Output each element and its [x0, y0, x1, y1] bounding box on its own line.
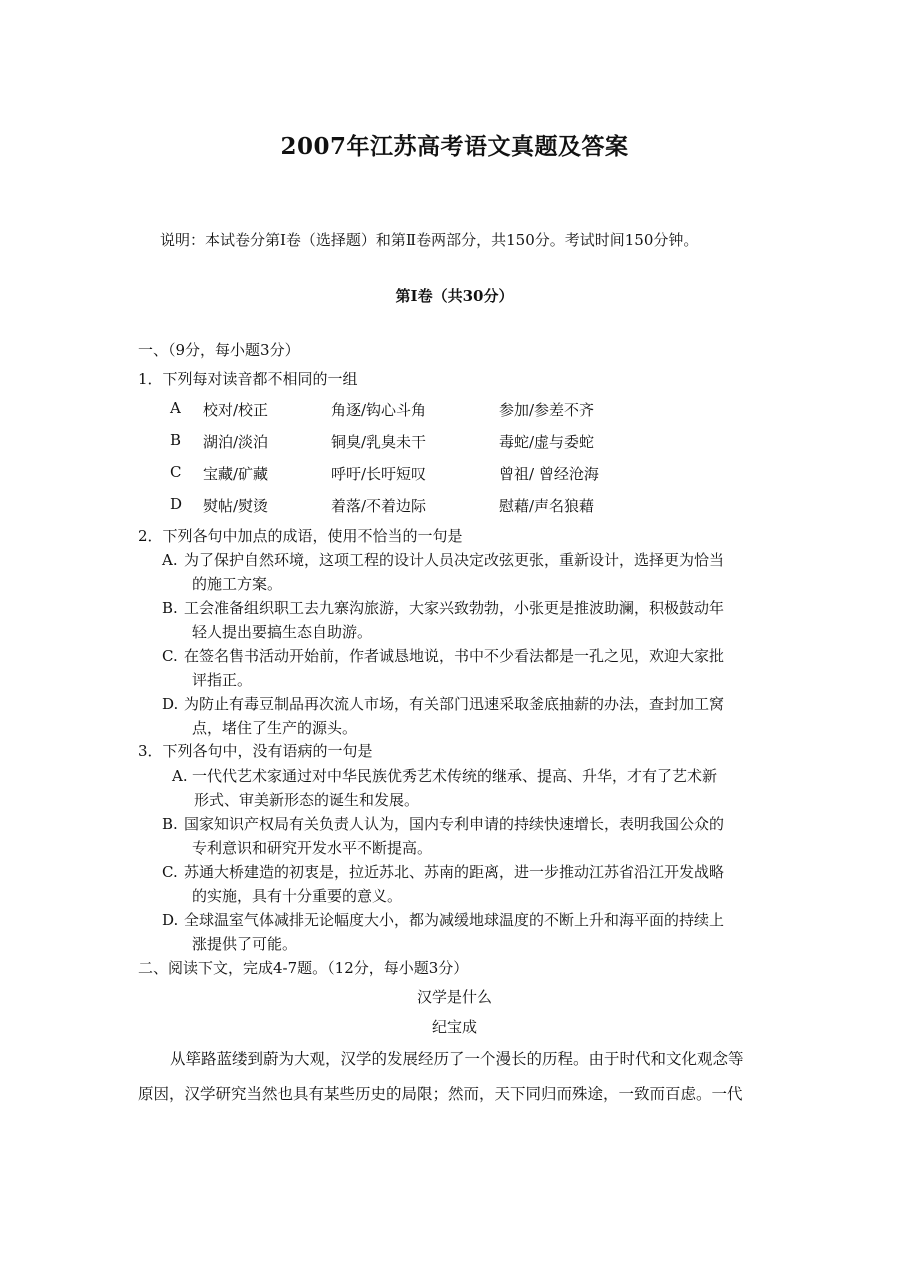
option-pair-1: 校对/校正 [203, 401, 269, 419]
choice-label: A. [172, 767, 188, 785]
option-pair-1: 熨帖/熨烫 [203, 497, 269, 515]
option-pair-1: 宝藏/矿藏 [203, 465, 269, 483]
choice-text: 为防止有毒豆制品再次流人市场，有关部门迅速采取釜底抽薪的办法，查封加工窝 [184, 695, 725, 713]
option-pair-2: 角逐/钩心斗角 [331, 401, 427, 419]
choice-label: D. [162, 695, 179, 713]
option-pair-3: 曾祖/ 曾经沧海 [499, 465, 599, 483]
choice-text: 在签名售书活动开始前，作者诚恳地说，书中不少看法都是一孔之见，欢迎大家批 [184, 647, 725, 665]
choice-text: 全球温室气体减排无论幅度大小，都为减缓地球温度的不断上升和海平面的持续上 [184, 911, 725, 929]
option-pair-2: 铜臭/乳臭未干 [331, 433, 427, 451]
section1-heading: 一、（9分，每小题3分） [138, 341, 300, 359]
choice-text: 工会准备组织职工去九寨沟旅游，大家兴致勃勃，小张更是推波助澜，积极鼓动年 [184, 599, 725, 617]
choice-text-cont: 评指正。 [192, 671, 253, 689]
choice-text: 一代代艺术家通过对中华民族优秀艺术传统的继承、提高、升华，才有了艺术新 [192, 767, 718, 785]
paragraph-line-2: 原因，汉学研究当然也具有某些历史的局限；然而，天下同归而殊途，一致而百虑。一代 [138, 1085, 743, 1103]
option-pair-2: 着落/不着边际 [331, 497, 427, 515]
part1-title: 第Ⅰ卷（共30分） [395, 287, 514, 305]
section2-heading: 二、阅读下文，完成4-7题。（12分，每小题3分） [138, 959, 469, 977]
choice-label: B. [162, 815, 178, 833]
option-pair-3: 毒蛇/虚与委蛇 [499, 433, 595, 451]
option-letter: A [170, 399, 181, 417]
option-pair-1: 湖泊/淡泊 [203, 433, 269, 451]
choice-text: 苏通大桥建造的初衷是，拉近苏北、苏南的距离，进一步推动江苏省沿江开发战略 [184, 863, 725, 881]
option-pair-2: 呼吁/长吁短叹 [331, 465, 427, 483]
article-title: 汉学是什么 [416, 988, 492, 1006]
option-letter: D [170, 495, 183, 513]
document-title: 2007年江苏高考语文真题及答案 [280, 133, 629, 160]
option-pair-3: 慰藉/声名狼藉 [499, 497, 595, 515]
q2-stem: 2．下列各句中加点的成语，使用不恰当的一句是 [138, 527, 463, 545]
choice-text-cont: 形式、审美新形态的诞生和发展。 [194, 791, 420, 809]
choice-text-cont: 专利意识和研究开发水平不断提高。 [192, 839, 433, 857]
choice-label: C. [162, 647, 178, 665]
option-letter: C [170, 463, 182, 481]
choice-text-cont: 涨提供了可能。 [192, 935, 298, 953]
choice-text: 为了保护自然环境，这项工程的设计人员决定改弦更张，重新设计，选择更为恰当 [184, 551, 725, 569]
choice-text: 国家知识产权局有关负责人认为，国内专利申请的持续快速增长，表明我国公众的 [184, 815, 725, 833]
paragraph-line-1: 从筚路蓝缕到蔚为大观，汉学的发展经历了一个漫长的历程。由于时代和文化观念等 [170, 1050, 744, 1068]
choice-text-cont: 的施工方案。 [192, 575, 283, 593]
choice-label: C. [162, 863, 178, 881]
exam-note: 说明：本试卷分第Ⅰ卷（选择题）和第Ⅱ卷两部分，共150分。考试时间150分钟。 [160, 231, 699, 249]
choice-label: A. [162, 551, 178, 569]
choice-text-cont: 轻人提出要搞生态自助游。 [192, 623, 373, 641]
option-letter: B [170, 431, 182, 449]
choice-label: D. [162, 911, 179, 929]
q1-stem: 1．下列每对读音都不相同的一组 [138, 370, 358, 388]
option-pair-3: 参加/参差不齐 [499, 401, 595, 419]
q3-stem: 3．下列各句中，没有语病的一句是 [138, 742, 373, 760]
article-author: 纪宝成 [431, 1018, 477, 1036]
choice-text-cont: 点，堵住了生产的源头。 [192, 719, 358, 737]
choice-text-cont: 的实施，具有十分重要的意义。 [192, 887, 403, 905]
choice-label: B. [162, 599, 178, 617]
